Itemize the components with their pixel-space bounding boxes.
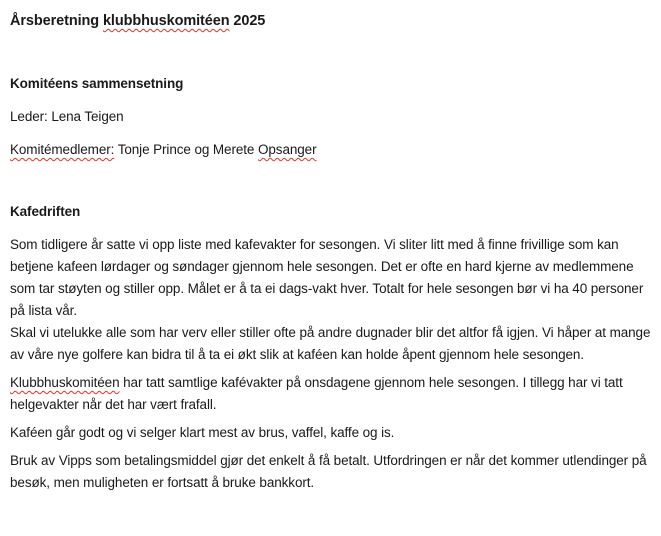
cafe-paragraph-4: Bruk av Vipps som betalingsmiddel gjør det enkelt å få betalt. Utfordringen er når det kommer utlendinger på besøk, men muligheten er fortsatt å bruke bankkort. — [10, 453, 647, 490]
cafe-paragraph-1 — [10, 234, 651, 366]
title-misspelled-word: klubbhuskomitéen — [102, 13, 230, 29]
members-names: Tonje Prince og Merete — [114, 142, 258, 157]
cafe-paragraph-2 — [10, 372, 651, 416]
members-line — [10, 139, 651, 161]
members-misspelled-word: Komitémedlemer: — [10, 142, 115, 157]
cafe-paragraph-1-part-2: Skal vi utelukke alle som har verv eller stiller ofte på andre dugnader blir det altfor få igjen. Vi håper at mange av våre nye golfere kan bidra til å ta ei økt slik at kaféen kan holde åpent gjennom hele sesongen. — [10, 325, 651, 362]
members-misspelled-surname: Opsanger — [257, 142, 317, 157]
cafe-paragraph-2-text: har tatt samtlige kafévakter på onsdagene gjennom hele sesongen. I tillegg har vi tatt helgevakter når det har vært frafall. — [10, 375, 623, 412]
title-text-end: 2025 — [229, 13, 266, 29]
cafe-paragraph-3: Kaféen går godt og vi selger klart mest av brus, vaffel, kaffe og is. — [10, 425, 395, 440]
leader-line: Leder: Lena Teigen — [10, 109, 124, 124]
title-text-start: Årsberetning — [10, 13, 103, 29]
section-heading-composition: Komitéens sammensetning — [10, 76, 184, 91]
cafe-paragraph-2-misspelled-word: Klubbhuskomitéen — [10, 375, 120, 390]
section-heading-cafe: Kafedriften — [10, 204, 81, 219]
cafe-paragraph-1-part-1: Som tidligere år satte vi opp liste med kafevakter for sesongen. Vi sliter litt med å finne frivillige som kan betjene kafeen lørdager og søndager gjennom hele sesongen. Det er ofte en hard kjerne av medlemmene som tar støyten og stiller opp. Målet er å ta ei dags-vakt hver. Totalt for hele sesongen bør vi ha 40 personer på lista vår. — [10, 237, 644, 318]
document-title — [10, 10, 651, 32]
